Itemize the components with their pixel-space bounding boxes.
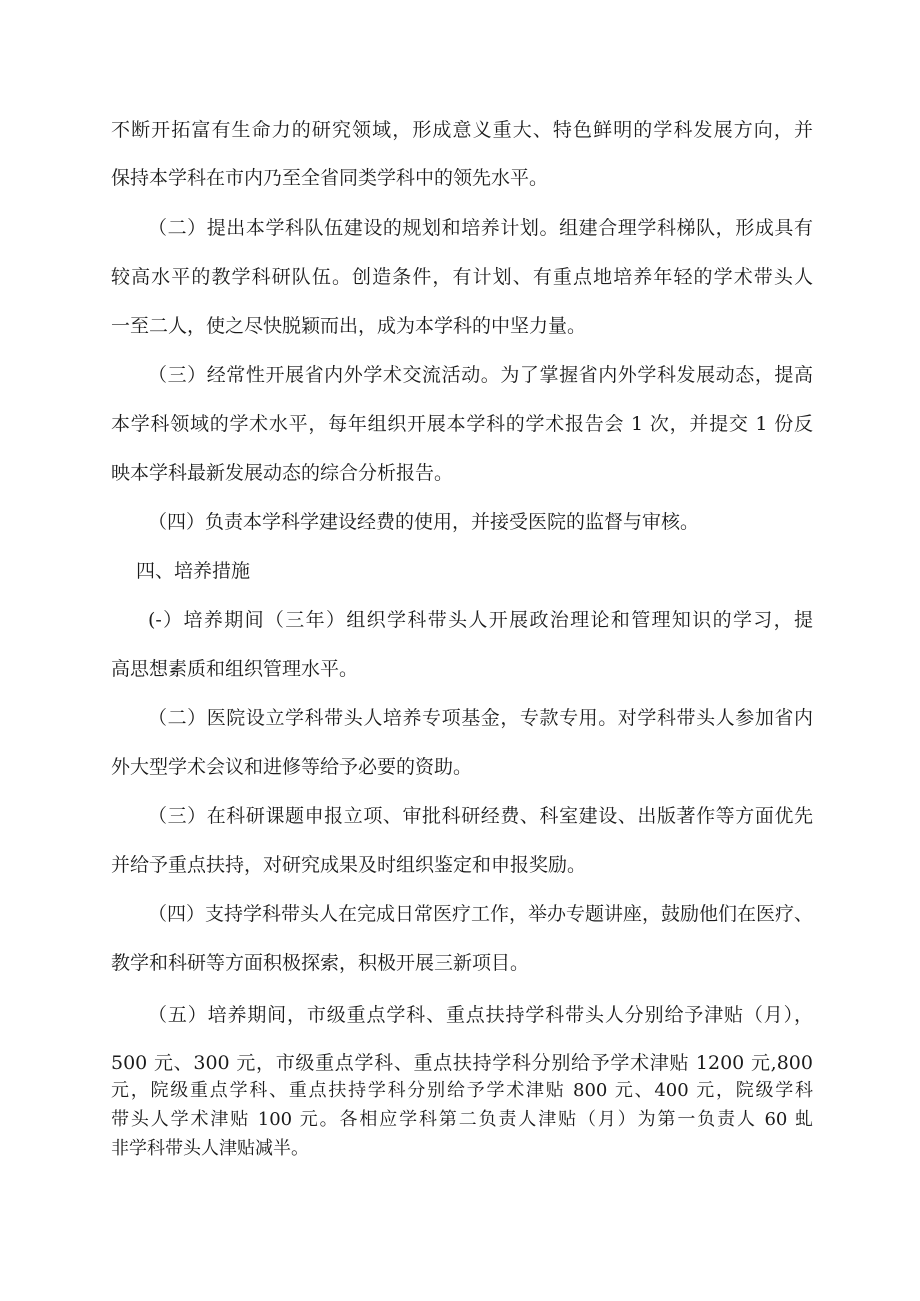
paragraph-line: 非学科带头人津贴减半。 — [111, 1138, 309, 1159]
paragraph-line: 映本学科最新发展动态的综合分析报告。 — [111, 462, 454, 484]
section-heading: 四、培养措施 — [136, 560, 251, 582]
paragraph-line: 外大型学术会议和进修等给予必要的资助。 — [111, 756, 473, 778]
paragraph-line: 教学和科研等方面积极探索，积极开展三新项目。 — [111, 952, 530, 974]
paragraph-line: 元，院级重点学科、重点扶持学科分别给予学术津贴 800 元、400 元，院级学科 — [111, 1080, 813, 1101]
paragraph-line: （四）支持学科带头人在完成日常医疗工作，举办专题讲座，鼓励他们在医疗、 — [148, 903, 814, 925]
paragraph-line: （三）在科研课题申报立项、审批科研经费、科室建设、出版著作等方面优先 — [148, 805, 813, 827]
paragraph-line: （五）培养期间，市级重点学科、重点扶持学科带头人分别给予津贴（月）， — [148, 1004, 813, 1026]
paragraph-line: 本学科领域的学术水平，每年组织开展本学科的学术报告会 1 次，并提交 1 份反 — [111, 413, 813, 435]
paragraph-line: 较高水平的教学科研队伍。创造条件，有计划、有重点地培养年轻的学术带头人 — [111, 266, 813, 288]
paragraph-line: 一至二人，使之尽快脱颖而出，成为本学科的中坚力量。 — [111, 315, 587, 337]
paragraph-line: 带头人学术津贴 100 元。各相应学科第二负责人津贴（月）为第一负责人 60 虬 — [111, 1109, 813, 1130]
paragraph-line: 不断开拓富有生命力的研究领域，形成意义重大、特色鲜明的学科发展方向，并 — [111, 119, 813, 141]
paragraph-line: （二）提出本学科队伍建设的规划和培养计划。组建合理学科梯队，形成具有 — [148, 217, 813, 239]
paragraph-line: （三）经常性开展省内外学术交流活动。为了掌握省内外学科发展动态，提高 — [148, 364, 813, 386]
paragraph-line: (-）培养期间（三年）组织学科带头人开展政治理论和管理知识的学习，提 — [148, 609, 813, 631]
paragraph-line: 保持本学科在市内乃至全省同类学科中的领先水平。 — [111, 167, 549, 189]
paragraph-line: （二）医院设立学科带头人培养专项基金，专款专用。对学科带头人参加省内 — [148, 707, 813, 729]
paragraph-line: （四）负责本学科学建设经费的使用，并接受医院的监督与审核。 — [148, 511, 700, 533]
paragraph-line: 500 元、300 元，市级重点学科、重点扶持学科分别给予学术津贴 1200 元,800 — [111, 1052, 813, 1074]
paragraph-line: 并给予重点扶持，对研究成果及时组织鉴定和申报奖励。 — [111, 854, 587, 876]
paragraph-line: 高思想素质和组织管理水平。 — [111, 658, 359, 680]
